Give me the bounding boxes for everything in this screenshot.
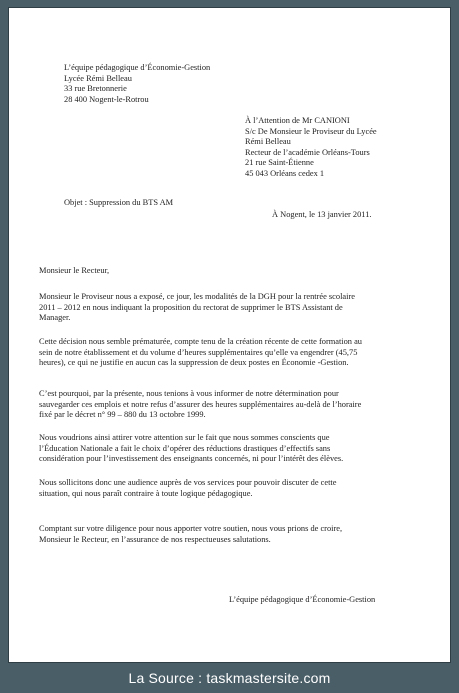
paragraph-line: Monsieur le Proviseur nous a exposé, ce jour, les modalités de la DGH pour la rentrée scolaire bbox=[39, 292, 355, 301]
paragraph-line: Nous voudrions ainsi attirer votre attention sur le fait que nous sommes conscients que bbox=[39, 433, 330, 442]
paragraph-line: 2011 – 2012 en nous indiquant la proposition du rectorat de supprimer le BTS Assistant de bbox=[39, 302, 343, 312]
paragraph-line: Cette décision nous semble prématurée, compte tenu de la création récente de cette formation au bbox=[39, 337, 362, 346]
subject-line: Objet : Suppression du BTS AM bbox=[64, 198, 174, 207]
sender-block bbox=[64, 63, 210, 105]
paragraph-line: Manager. bbox=[39, 313, 71, 323]
paragraph-line: Monsieur le Recteur, en l’assurance de nos respectueuses salutations. bbox=[39, 534, 271, 544]
signature: L’équipe pédagogique d’Économie-Gestion bbox=[229, 595, 376, 604]
paragraph-line: considération pour l’investissement des enseignants concernés, ni pour l’intérêt des élèves. bbox=[39, 454, 344, 464]
place-date: À Nogent, le 13 janvier 2011. bbox=[272, 210, 372, 219]
paragraph bbox=[39, 292, 355, 324]
paragraph-line: heures), ce qui ne justifie en aucun cas la suppression de deux postes en Économie -Gestion. bbox=[39, 358, 349, 368]
paragraph bbox=[39, 337, 362, 369]
sender-line: 28 400 Nogent-le-Rotrou bbox=[64, 94, 149, 104]
paragraph-line: fixé par le décret n° 99 – 880 du 13 octobre 1999. bbox=[39, 410, 206, 420]
paragraph bbox=[39, 478, 336, 499]
sender-line: L’équipe pédagogique d’Économie-Gestion bbox=[64, 63, 211, 72]
letter-page bbox=[8, 7, 451, 663]
recipient-line: 45 043 Orléans cedex 1 bbox=[245, 168, 325, 178]
recipient-line: À l’Attention de Mr CANIONI bbox=[245, 116, 350, 125]
paragraph-line: Nous sollicitons donc une audience auprès de vos services pour pouvoir discuter de cette bbox=[39, 478, 337, 487]
salutation: Monsieur le Recteur, bbox=[39, 266, 110, 275]
paragraph-line: sein de notre établissement et du volume d’heures supplémentaires qu’elle va engendrer (45,75 bbox=[39, 347, 358, 357]
recipient-line: Rémi Belleau bbox=[245, 137, 291, 147]
paragraph-line: Comptant sur votre diligence pour nous apporter votre soutien, nous vous prions de croire, bbox=[39, 524, 343, 533]
paragraph bbox=[39, 389, 361, 421]
source-footer: La Source : taskmastersite.com bbox=[128, 670, 331, 686]
sender-line: Lycée Rémi Belleau bbox=[64, 73, 132, 83]
paragraph-line: l’Éducation Nationale a fait le choix d’opérer des réductions drastiques d’effectifs sans bbox=[39, 443, 331, 453]
recipient-block bbox=[245, 116, 377, 180]
recipient-line: Recteur de l’académie Orléans-Tours bbox=[245, 147, 370, 157]
paragraph bbox=[39, 524, 342, 545]
paragraph-line: C’est pourquoi, par la présente, nous tenions à vous informer de notre détermination pour bbox=[39, 389, 339, 398]
paragraph-line: situation, qui nous paraît contraire à toute logique pédagogique. bbox=[39, 488, 253, 498]
recipient-line: 21 rue Saint-Étienne bbox=[245, 158, 314, 168]
recipient-line: S/c De Monsieur le Proviseur du Lycée bbox=[245, 126, 377, 136]
sender-line: 33 rue Bretonnerie bbox=[64, 84, 127, 94]
paragraph-line: sauvegarder ces emplois et notre refus d’assurer des heures supplémentaires au-delà de l’horaire bbox=[39, 399, 362, 409]
paragraph bbox=[39, 433, 343, 465]
